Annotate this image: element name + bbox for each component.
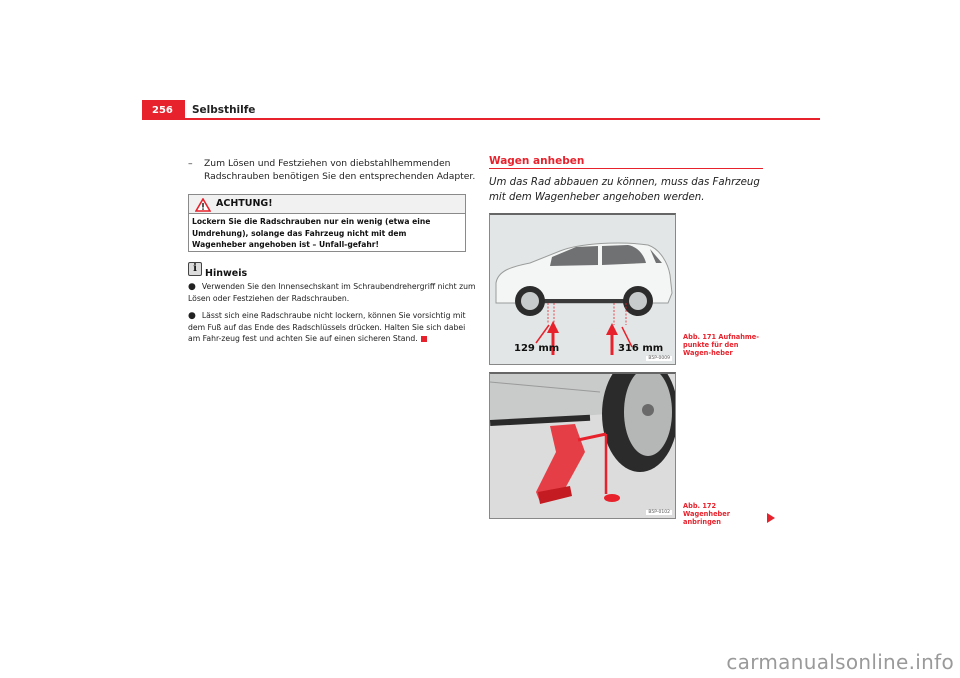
section-intro: Um das Rad abbauen zu können, muss das Fahrzeug mit dem Wagenheber angehoben werden. bbox=[489, 177, 760, 203]
bullet-icon: ● bbox=[188, 310, 196, 321]
note-title: Hinweis bbox=[205, 268, 248, 279]
note-item bbox=[188, 281, 478, 305]
measurement-front: 129 mm bbox=[514, 343, 560, 354]
figure-code: B5P-0102 bbox=[648, 510, 670, 515]
warning-text: Lockern Sie die Radschrauben nur ein wenig (etwa eine Umdrehung), solange das Fahrzeug nicht mit dem Wagenheber angehoben ist – Unfall-gefahr! bbox=[192, 217, 431, 249]
figure-caption: Abb. 171 Aufnahme-punkte für den Wagen-heber bbox=[683, 333, 759, 357]
figure-caption: Abb. 172 Wagenheber anbringen bbox=[683, 502, 730, 526]
measurement-rear: 316 mm bbox=[618, 343, 664, 354]
note-item-text: Lässt sich eine Radschraube nicht lockern, können Sie vorsichtig mit dem Fuß auf das Ende des Radschlüssels drücken. Halten Sie sich dabei am Fahr-zeug fest und achten Sie auf einen sicheren Stand. bbox=[188, 310, 466, 344]
next-page-arrow-icon[interactable] bbox=[767, 513, 775, 523]
jack-illustration bbox=[490, 374, 675, 519]
warning-box bbox=[188, 194, 466, 252]
section-title: Wagen anheben bbox=[489, 155, 585, 167]
figure-jacking-points bbox=[489, 213, 676, 365]
note-list bbox=[188, 281, 478, 349]
header-divider bbox=[142, 118, 820, 120]
instruction-step bbox=[188, 157, 478, 183]
bullet-icon: ● bbox=[188, 282, 196, 292]
warning-triangle-icon bbox=[195, 198, 211, 212]
section-divider bbox=[489, 168, 763, 169]
figure-jack-placement bbox=[489, 372, 676, 519]
note-item-text: Verwenden Sie den Innensechskant im Schraubendrehergriff nicht zum Lösen oder Festziehen der Radschrauben. bbox=[188, 282, 476, 304]
page-number: 256 bbox=[142, 100, 185, 119]
note-item bbox=[188, 310, 478, 345]
dash-marker: – bbox=[188, 158, 193, 169]
figure-code: B5P-0009 bbox=[648, 356, 670, 361]
warning-title: ACHTUNG! bbox=[216, 198, 273, 209]
instruction-text: Zum Lösen und Festziehen von diebstahlhemmenden Radschrauben benötigen Sie den entsprechenden Adapter. bbox=[204, 158, 476, 182]
section-end-icon bbox=[421, 336, 427, 342]
chapter-title: Selbsthilfe bbox=[192, 104, 256, 116]
warning-header bbox=[189, 195, 465, 214]
watermark: carmanualsonline.info bbox=[726, 650, 954, 674]
info-icon: i bbox=[188, 262, 202, 276]
